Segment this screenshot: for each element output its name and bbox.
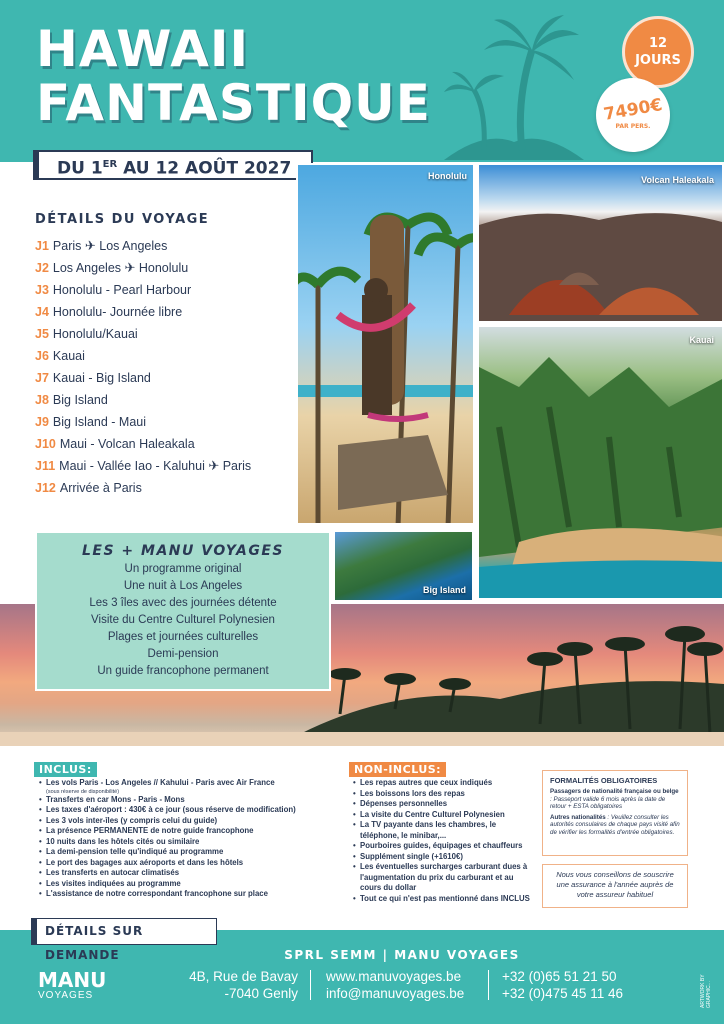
non-inclus-item: • Les boissons lors des repas (352, 789, 532, 800)
day-number: J11 (35, 459, 56, 473)
non-inclus-item: • Dépenses personnelles (352, 799, 532, 810)
plus-list (37, 561, 329, 680)
inclus-item-text: La demi-pension telle qu'indiqué au programme (46, 847, 224, 856)
itinerary-day (35, 280, 293, 302)
duration-number: 12 (648, 36, 668, 51)
dates-prefix: DU 1 (57, 158, 103, 179)
inclus-item (38, 868, 344, 879)
caption-big-island: Big Island (422, 585, 466, 595)
photo-big-island (333, 530, 474, 602)
formalities-french-belgian (550, 788, 680, 811)
non-inclus-item: • La TV payante dans les chambres, le téléphone, le minibar,... (352, 820, 532, 841)
plane-icon: ✈ (208, 458, 220, 473)
non-inclus-item: • La visite du Centre Culturel Polynesien (352, 810, 532, 821)
non-inclus-item: • Pourboires guides, équipages et chauffeurs (352, 841, 532, 852)
formalities-p1-rest: : Passeport valide 6 mois après la date de retour + ESTA obligatoires (550, 795, 666, 810)
day-text: Honolulu - Pearl Harbour (52, 283, 192, 297)
honolulu-scene-graphic (298, 165, 475, 525)
itinerary-day (35, 412, 293, 434)
palm-tree-icon (444, 10, 584, 160)
day-number: J10 (35, 437, 56, 451)
itinerary-day (35, 434, 293, 456)
photo-honolulu (296, 163, 475, 525)
itinerary-day (35, 258, 293, 280)
phone-1[interactable]: +32 (0)65 51 21 50 (502, 969, 617, 984)
day-number: J12 (35, 481, 56, 495)
logo-top: MANU (38, 968, 107, 992)
dates-sup: ER (102, 159, 118, 170)
plane-icon: ✈ (124, 260, 136, 275)
title-line-1: HAWAII (36, 20, 250, 78)
inclus-item (38, 889, 344, 900)
inclus-item (38, 778, 344, 795)
day-number: J8 (35, 393, 49, 407)
header-banner (0, 0, 724, 162)
non-inclus-label: NON-INCLUS: (349, 762, 446, 777)
day-number: J1 (35, 239, 49, 253)
address-line-2: -7040 Genly (224, 986, 298, 1001)
day-number: J7 (35, 371, 49, 385)
non-inclus-item: • Supplément single (+1610€) (352, 852, 532, 863)
formalities-box (542, 770, 688, 856)
price-value: 7490€ (602, 95, 664, 125)
photo-kauai (477, 325, 724, 600)
inclus-label: INCLUS: (34, 762, 97, 777)
caption-volcan: Volcan Haleakala (641, 175, 714, 185)
inclus-item-text: Transferts en car Mons - Paris - Mons (46, 794, 185, 804)
plus-item: Une nuit à Los Angeles (123, 580, 243, 592)
day-text: Los Angeles (52, 261, 125, 275)
itinerary-title: DÉTAILS DU VOYAGE (35, 212, 210, 227)
plus-item: Un programme original (124, 563, 242, 575)
inclus-item (38, 795, 344, 806)
day-number: J3 (35, 283, 49, 297)
day-text: Kauai - Big Island (52, 371, 151, 385)
address (178, 968, 298, 1002)
inclus-item-text: Les visites indiquées au programme (46, 878, 181, 888)
caption-kauai: Kauai (689, 335, 714, 345)
phone-2[interactable]: +32 (0)475 45 11 46 (502, 986, 623, 1001)
inclus-item-text: Les vols Paris - Los Angeles // Kahului - Paris avec Air France (46, 778, 275, 787)
day-destination: Paris (219, 459, 252, 473)
phone-contacts (502, 968, 623, 1002)
itinerary-day (35, 346, 293, 368)
inclus-item (38, 826, 344, 837)
price-badge (596, 78, 670, 152)
kauai-scene-graphic (479, 327, 724, 600)
day-number: J5 (35, 327, 49, 341)
day-text: Big Island - Maui (52, 415, 147, 429)
formalities-p2-bold: Autres nationalités (550, 813, 606, 821)
manu-voyages-logo (38, 968, 128, 1008)
duration-unit: JOURS (635, 53, 681, 68)
website-link[interactable]: www.manuvoyages.be (326, 969, 462, 984)
inclus-item-text: Les transferts en autocar climatisés (46, 868, 180, 877)
day-destination: Los Angeles (95, 239, 168, 253)
photo-volcan-haleakala (477, 163, 724, 323)
itinerary-day (35, 368, 293, 390)
day-text: Big Island (52, 393, 108, 407)
inclus-item-text: 10 nuits dans les hôtels cités ou similaire (46, 836, 200, 846)
inclus-list (38, 778, 344, 900)
plus-item: Les 3 îles avec des journées détente (89, 597, 277, 609)
itinerary-day (35, 478, 293, 500)
plane-icon: ✈ (84, 238, 96, 253)
inclus-item (38, 858, 344, 869)
plus-item: Visite du Centre Culturel Polynesien (91, 614, 275, 626)
footer-divider-1 (310, 970, 311, 1000)
inclus-item (38, 805, 344, 816)
inclus-item-text: Les taxes d'aéroport : 430€ à ce jour (sous réserve de modification) (46, 805, 296, 814)
travel-dates (33, 150, 313, 180)
day-text: Maui - Volcan Haleakala (59, 437, 195, 451)
web-contacts (326, 968, 464, 1002)
artwork-credit: ARTWORK BY GRAPHIC... (700, 974, 712, 1008)
non-inclus-item: • Les éventuelles surcharges carburant dues à l'augmentation du prix du carburant et au cours du dollar (352, 862, 532, 894)
day-number: J2 (35, 261, 49, 275)
inclus-item-text: L'assistance de notre correspondant francophone sur place (46, 889, 268, 898)
company-name: SPRL SEMM | MANU VOYAGES (284, 948, 520, 962)
logo-bottom: VOYAGES (38, 990, 94, 1001)
plus-item: Demi-pension (147, 648, 219, 660)
inclus-item-note: (sous réserve de disponibilité) (46, 788, 120, 795)
inclus-item (38, 816, 344, 827)
inclus-item (38, 847, 344, 858)
formalities-title: FORMALITÉS OBLIGATOIRES (550, 776, 658, 785)
non-inclus-item: • Les repas autres que ceux indiqués (352, 778, 532, 789)
price-note: PAR PERS. (615, 123, 651, 130)
inclus-item (38, 837, 344, 848)
day-number: J9 (35, 415, 49, 429)
caption-honolulu: Honolulu (428, 171, 467, 181)
address-line-1: 4B, Rue de Bavay (189, 969, 298, 984)
title-line-2: FANTASTIQUE (36, 74, 431, 132)
inclus-item-text: Les 3 vols inter-îles (y compris celui du guide) (46, 815, 218, 825)
manu-plus-box (35, 531, 331, 691)
inclus-item-text: La présence PERMANENTE de notre guide francophone (46, 826, 254, 835)
non-inclus-item: • Tout ce qui n'est pas mentionné dans INCLUS (352, 894, 532, 905)
day-text: Maui - Vallée Iao - Kaluhui (59, 459, 209, 473)
day-text: Paris (52, 239, 85, 253)
dates-suffix: AU 12 AOÛT 2027 (117, 158, 292, 179)
formalities-p2-rest: : Veuillez consulter les autorités consulaires de chaque pays visité afin de vérifier les formalités d'entrée obligatoires. (550, 813, 680, 836)
itinerary-day (35, 390, 293, 412)
formalities-other (550, 814, 680, 837)
day-text: Honolulu/Kauai (52, 327, 138, 341)
inclus-item-text: Le port des bagages aux aéroports et dans les hôtels (46, 857, 244, 867)
itinerary-day (35, 236, 293, 258)
itinerary-day (35, 324, 293, 346)
plus-title: LES + MANU VOYAGES (81, 543, 284, 559)
non-inclus-list (352, 778, 532, 904)
day-number: J6 (35, 349, 49, 363)
day-text: Arrivée à Paris (59, 481, 142, 495)
footer-divider-2 (488, 970, 489, 1000)
formalities-p1-bold: Passagers de nationalité française ou belge (550, 788, 679, 795)
inclus-item (38, 879, 344, 890)
day-text: Kauai (52, 349, 85, 363)
insurance-advice: Nous vous conseillons de souscrire une assurance à l'année auprès de votre assureur habituel (542, 864, 688, 908)
itinerary-list (35, 236, 293, 500)
day-text: Honolulu- Journée libre (52, 305, 183, 319)
plus-item: Plages et journées culturelles (107, 631, 259, 643)
volcano-scene-graphic (479, 165, 724, 323)
itinerary-day (35, 302, 293, 324)
day-number: J4 (35, 305, 49, 319)
email-link[interactable]: info@manuvoyages.be (326, 986, 465, 1001)
itinerary-day (35, 456, 293, 478)
day-destination: Honolulu (135, 261, 189, 275)
plus-item: Un guide francophone permanent (97, 665, 269, 677)
details-on-request: DÉTAILS SUR DEMANDE (31, 918, 217, 945)
